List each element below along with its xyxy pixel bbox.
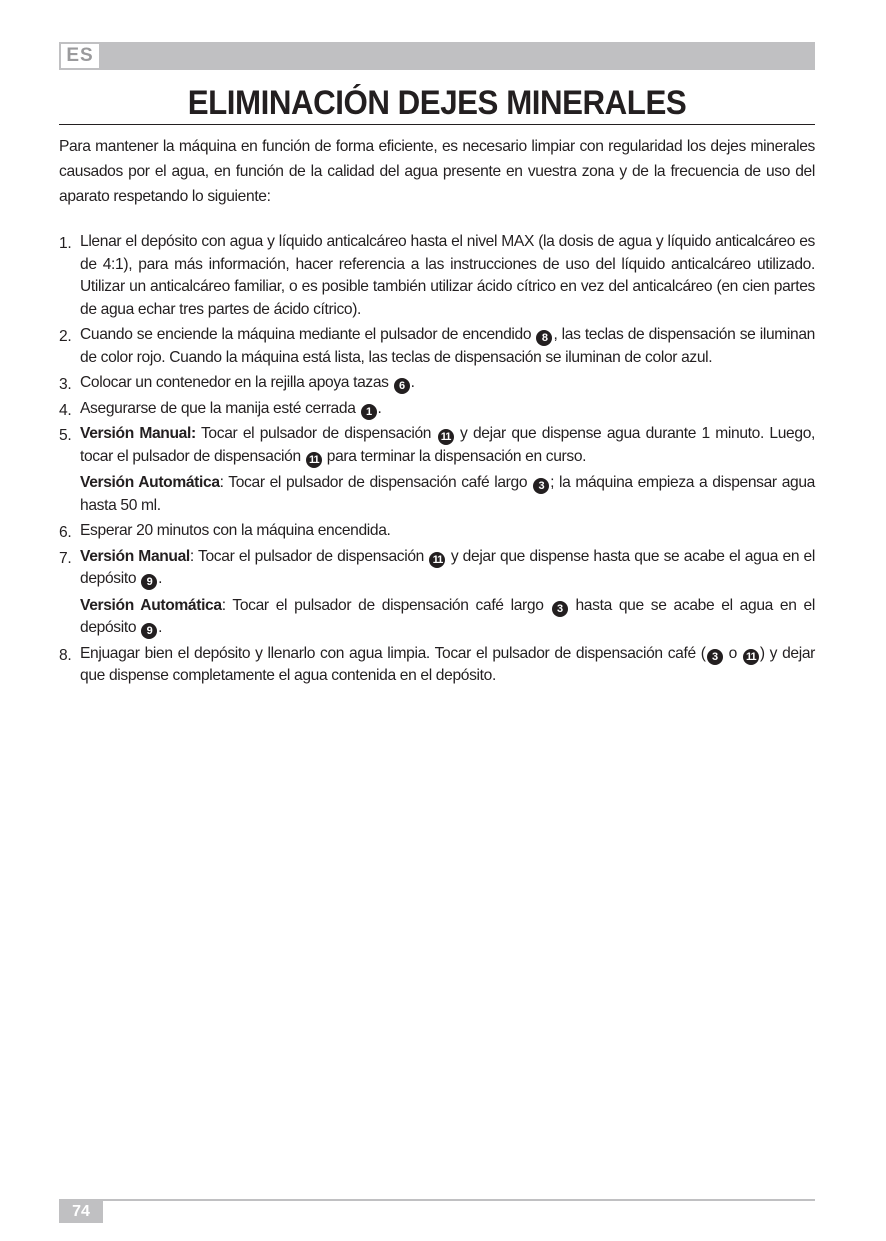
step-text-part: . (158, 619, 163, 636)
manual-version-label: Versión Manual: (80, 425, 196, 442)
callout-9-icon: 9 (141, 623, 157, 639)
step-1 (59, 231, 815, 321)
step-text-part: Tocar el pulsador de dispensación (195, 425, 437, 442)
step-text-part: , las teclas de dispensación se iluminan de color rojo. Cuando la máquina está lista, las teclas de dispensación se iluminan de color azul. (80, 326, 815, 366)
callout-6-icon: 6 (394, 378, 410, 394)
header-bar (59, 42, 815, 70)
automatic-version-text (80, 595, 815, 640)
step-text-part: para terminar la dispensación en curso. (322, 447, 587, 465)
automatic-version-text (80, 472, 815, 517)
step-number: 8. (59, 646, 72, 664)
step-text (80, 372, 815, 395)
callout-3-icon: 3 (707, 649, 723, 665)
step-3 (59, 372, 815, 395)
step-text-part: . (158, 570, 163, 587)
callout-9-icon: 9 (141, 574, 157, 590)
callout-8-icon: 8 (536, 330, 552, 346)
step-text-part: : Tocar el pulsador de dispensación (189, 547, 429, 565)
step-number: 5. (59, 427, 72, 444)
step-6 (59, 520, 815, 543)
step-number: 4. (59, 401, 72, 419)
callout-11-icon: 11 (306, 452, 322, 468)
step-number: 1. (59, 235, 72, 252)
step-text-part: y dejar que dispense agua durante 1 minuto. Luego, tocar el pulsador de dispensación (80, 425, 815, 465)
automatic-version-label: Versión Automática (80, 596, 222, 614)
callout-3-icon: 3 (552, 601, 568, 617)
step-text-part: : Tocar el pulsador de dispensación café largo (221, 596, 551, 614)
steps-list (59, 231, 815, 688)
step-text-part: ) y dejar que dispense completamente el agua contenida en el depósito. (80, 644, 815, 684)
language-badge (59, 42, 101, 70)
step-text-part: . (410, 374, 415, 391)
step-text-part: Enjuagar bien el depósito y llenarlo con agua limpia. Tocar el pulsador de dispensación café ( (80, 644, 706, 662)
automatic-version-label: Versión Automática (80, 474, 220, 491)
step-number: 3. (59, 376, 72, 393)
main-content (59, 134, 815, 691)
step-text (80, 643, 815, 688)
language-code: ES (66, 45, 94, 66)
callout-3-icon: 3 (533, 478, 549, 494)
step-number: 6. (59, 524, 72, 541)
step-text-part: ; la máquina empieza a dispensar agua hasta 50 ml. (80, 474, 815, 514)
intro-paragraph: Para mantener la máquina en función de forma eficiente, es necesario limpiar con regularidad los dejes minerales causados por el agua, en función de la calidad del agua presente en vuestra zona y de la frecuencia de uso del aparato respetando lo siguiente: (59, 138, 815, 205)
step-text (80, 324, 815, 369)
step-text: Llenar el depósito con agua y líquido anticalcáreo hasta el nivel MAX (la dosis de agua y líquido anticalcáreo es de 4:1), para más información, hacer referencia a las instrucciones de uso del líquido anticalcáreo utilizado. Utilizar un anticalcáreo familiar, o es posible también utilizar ácido cítrico en vez del anticalcáreo (en cien partes de agua echar tres partes de ácido cítrico). (80, 233, 815, 318)
callout-1-icon: 1 (361, 404, 377, 420)
step-text-part: y dejar que dispense hasta que se acabe el agua en el depósito (80, 547, 815, 587)
callout-11-icon: 11 (429, 552, 445, 568)
step-text-part: Colocar un contenedor en la rejilla apoya tazas (80, 374, 393, 391)
step-text-part: o (723, 644, 742, 662)
step-text (80, 398, 815, 421)
footer-rule (59, 1199, 815, 1201)
page-title: ELIMINACIÓN DEJES MINERALES (187, 84, 687, 122)
step-text-part: hasta que se acabe el agua en el depósito (80, 596, 815, 636)
page-number: 74 (59, 1201, 103, 1223)
manual-version-text (80, 546, 815, 591)
manual-version-text (80, 423, 815, 468)
step-text: Esperar 20 minutos con la máquina encendida. (80, 522, 391, 539)
step-text-part: : Tocar el pulsador de dispensación café largo (219, 474, 533, 491)
step-4 (59, 398, 815, 421)
step-number: 7. (59, 549, 72, 567)
step-text-part: Asegurarse de que la manija esté cerrada (80, 399, 360, 417)
step-5 (59, 423, 815, 517)
step-2 (59, 324, 815, 369)
step-number: 2. (59, 328, 72, 345)
manual-version-label: Versión Manual (80, 547, 190, 565)
callout-11-icon: 11 (438, 429, 454, 445)
step-7 (59, 546, 815, 640)
step-8 (59, 643, 815, 688)
step-text-part: . (377, 399, 382, 417)
title-underline (59, 124, 815, 125)
callout-11-icon: 11 (743, 649, 759, 665)
step-text-part: Cuando se enciende la máquina mediante el pulsador de encendido (80, 326, 536, 343)
